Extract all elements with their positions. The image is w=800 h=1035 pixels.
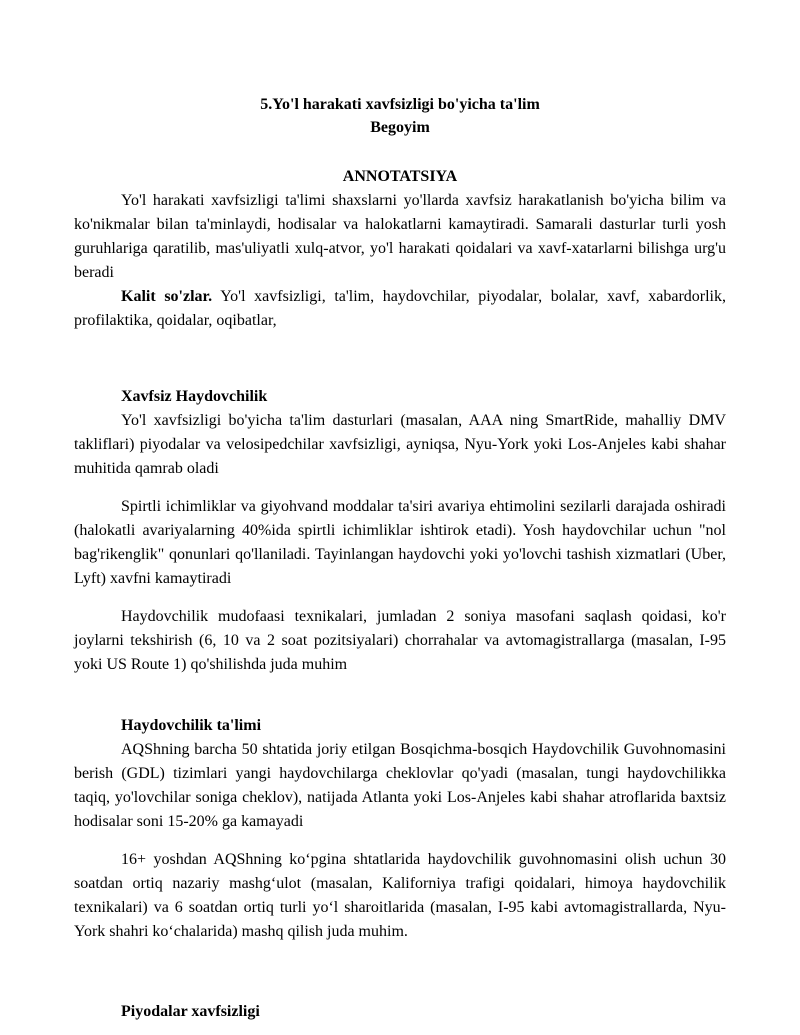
keywords-paragraph [74,285,726,333]
section-paragraph: AQShning barcha 50 shtatida joriy etilgan Bosqichma-bosqich Haydovchilik Guvohnomasini berish (GDL) tizimlari yangi haydovchilarga cheklovlar qo'yadi (masalan, tungi haydovchilikka taqiq, yo'lovchilar soniga cheklov), natijada Atlanta yoki Los-Anjeles kabi shahar atroflarida baxtsiz hodisalar soni 15-20% ga kamayadi [74,741,726,830]
section-safe-driving [74,385,726,677]
section-driver-education [74,714,726,944]
annotation-block [74,189,726,333]
annotation-paragraph: Yo'l harakati xavfsizligi ta'limi shaxslarni yo'llarda xavfsiz harakatlanish bo'yicha bilim va ko'nikmalar bilan ta'minlaydi, hodisalar va halokatlarni kamaytiradi. Samarali dasturlar turli yosh guruhlariga qaratilib, mas'uliyatli xulq-atvor, yo'l harakati qoidalari va xavf-xatarlarni bilishga urg'u beradi [74,192,726,281]
section-paragraph: Spirtli ichimliklar va giyohvand moddalar ta'siri avariya ehtimolini sezilarli darajada oshiradi (halokatli avariyalarning 40%ida spirtli ichimliklar ishtirok etadi). Yosh haydovchilar uchun "nol bag'rikenglik" qonunlari qo'llaniladi. Tayinlangan haydovchi yoki yo'lovchi tashish xizmatlari (Uber, Lyft) xavfni kamaytiradi [74,498,726,587]
author-name: Begoyim [370,119,430,136]
section-heading: Piyodalar xavfsizligi [121,1003,260,1020]
keywords-label: Kalit so'zlar. [121,288,213,305]
section-heading: Haydovchilik ta'limi [121,717,262,734]
section-heading: Xavfsiz Haydovchilik [121,388,268,405]
section-paragraph: Yo'l xavfsizligi bo'yicha ta'lim dasturlari (masalan, AAA ning SmartRide, mahalliy DMV takliflari) piyodalar va velosipedchilar xavfsizligi, ayniqsa, Nyu-York yoki Los-Anjeles kabi shahar muhitida qamrab oladi [74,412,726,477]
annotation-heading: ANNOTATSIYA [342,168,458,185]
document-title: 5.Yo'l harakati xavfsizligi bo'yicha ta'lim [260,96,540,113]
section-pedestrian-safety [74,1000,726,1024]
keywords-text: Yo'l xavfsizligi, ta'lim, haydovchilar, piyodalar, bolalar, xavf, xabardorlik, profilaktika, qoidalar, oqibatlar, [74,288,726,329]
section-paragraph: 16+ yoshdan AQShning koʻpgina shtatlarida haydovchilik guvohnomasini olish uchun 30 soatdan ortiq nazariy mashgʻulot (masalan, Kaliforniya trafigi qoidalari, himoya haydovchilik texnikalari) va 6 soatdan ortiq turli yoʻl sharoitlarida (masalan, I-95 kabi avtomagistrallarda, Nyu-York shahri koʻchalarida) mashq qilish juda muhim. [74,851,726,940]
section-paragraph: Haydovchilik mudofaasi texnikalari, jumladan 2 soniya masofani saqlash qoidasi, ko'r joylarni tekshirish (6, 10 va 2 soat pozitsiyalari) chorrahalar va avtomagistrallarga (masalan, I-95 yoki US Route 1) qo'shilishda juda muhim [74,608,726,673]
